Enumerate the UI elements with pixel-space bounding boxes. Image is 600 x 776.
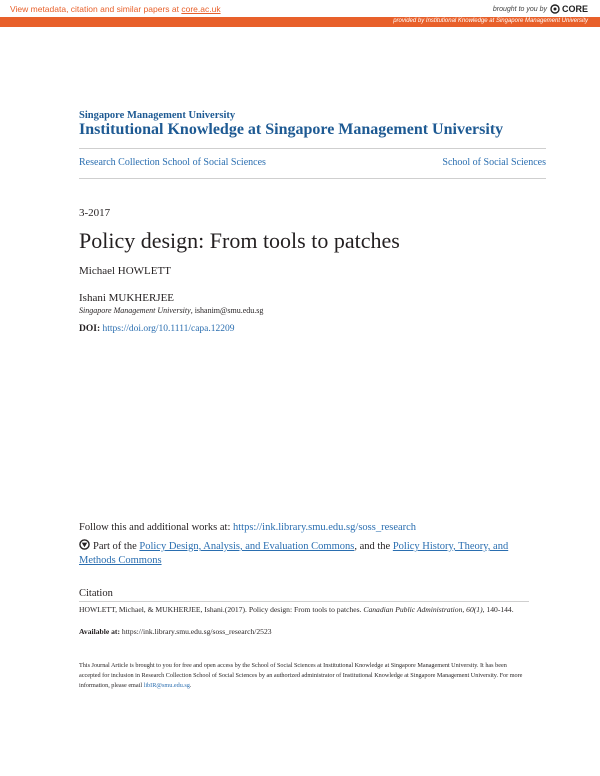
available-at [79, 627, 272, 636]
author-howlett: Michael HOWLETT [79, 265, 171, 277]
core-metadata-text: View metadata, citation and similar papers at [10, 4, 182, 14]
citation-text [79, 604, 534, 615]
core-bar [0, 0, 600, 17]
commons-network-icon [79, 539, 90, 550]
repository-title[interactable]: Institutional Knowledge at Singapore Management University [79, 121, 504, 138]
core-metadata-note [10, 4, 221, 14]
commons-link-policy-design[interactable]: Policy Design, Analysis, and Evaluation Commons [139, 541, 355, 552]
divider-top [79, 148, 546, 149]
citation-journal: Canadian Public Administration, 60(1) [363, 605, 483, 614]
collection-link[interactable]: Research Collection School of Social Sciences [79, 157, 266, 168]
part-of-text: Part of the [93, 541, 140, 552]
provided-by-strip [0, 17, 600, 27]
school-link[interactable]: School of Social Sciences [442, 157, 546, 168]
provided-by-text: provided by Institutional Knowledge at Singapore Management University [393, 18, 588, 24]
citation-pages: , 140-144. [482, 605, 514, 614]
author-email: ishanim@smu.edu.sg [194, 306, 264, 315]
core-logo [550, 4, 588, 14]
affiliation-name: Singapore Management University [79, 306, 191, 315]
divider-nav [79, 178, 546, 179]
and-the-text: , and the [354, 541, 393, 552]
publication-date: 3-2017 [79, 207, 111, 219]
core-brand[interactable] [493, 4, 588, 14]
commons-link-policy-history[interactable]: Policy History, Theory, and Methods Commons [79, 541, 509, 566]
follow-line [79, 522, 416, 533]
org-name[interactable]: Singapore Management University [79, 110, 236, 121]
follow-link[interactable]: https://ink.library.smu.edu.sg/soss_research [233, 522, 417, 533]
citation-body: HOWLETT, Michael, & MUKHERJEE, Ishani.(2017). Policy design: From tools to patches. [79, 605, 364, 614]
available-url[interactable]: https://ink.library.smu.edu.sg/soss_research/2523 [120, 627, 272, 636]
doi-link[interactable]: https://doi.org/10.1111/capa.12209 [102, 324, 235, 334]
citation-heading: Citation [79, 588, 113, 599]
footer-note [79, 661, 524, 691]
part-of-line [79, 539, 519, 568]
core-link[interactable]: core.ac.uk [181, 4, 221, 14]
article-title: Policy design: From tools to patches [79, 228, 400, 253]
doi-label: DOI: [79, 324, 101, 334]
footer-text: This Journal Article is brought to you for free and open access by the School of Social Sciences at Institutional Knowledge at Singapore Management University. It has been accepted for inclusion in Research Collection School of Social Sciences by an authorized administrator of Institutional Knowledge at Singapore Management University. For more information, please email [79, 662, 523, 689]
doi-line [79, 324, 235, 334]
author-mukherjee: Ishani MUKHERJEE [79, 292, 175, 304]
core-logo-icon [550, 4, 560, 14]
brought-text: brought to you by [492, 5, 547, 13]
footer-end: . [189, 682, 192, 689]
core-logo-text: CORE [561, 4, 588, 14]
available-label: Available at: [79, 627, 120, 636]
author-affiliation: Singapore Management University, ishanim@smu.edu.sg [79, 306, 264, 315]
follow-text: Follow this and additional works at: [79, 522, 233, 533]
footer-email-link[interactable]: libIR@smu.edu.sg [143, 682, 190, 689]
citation-divider [79, 601, 529, 602]
